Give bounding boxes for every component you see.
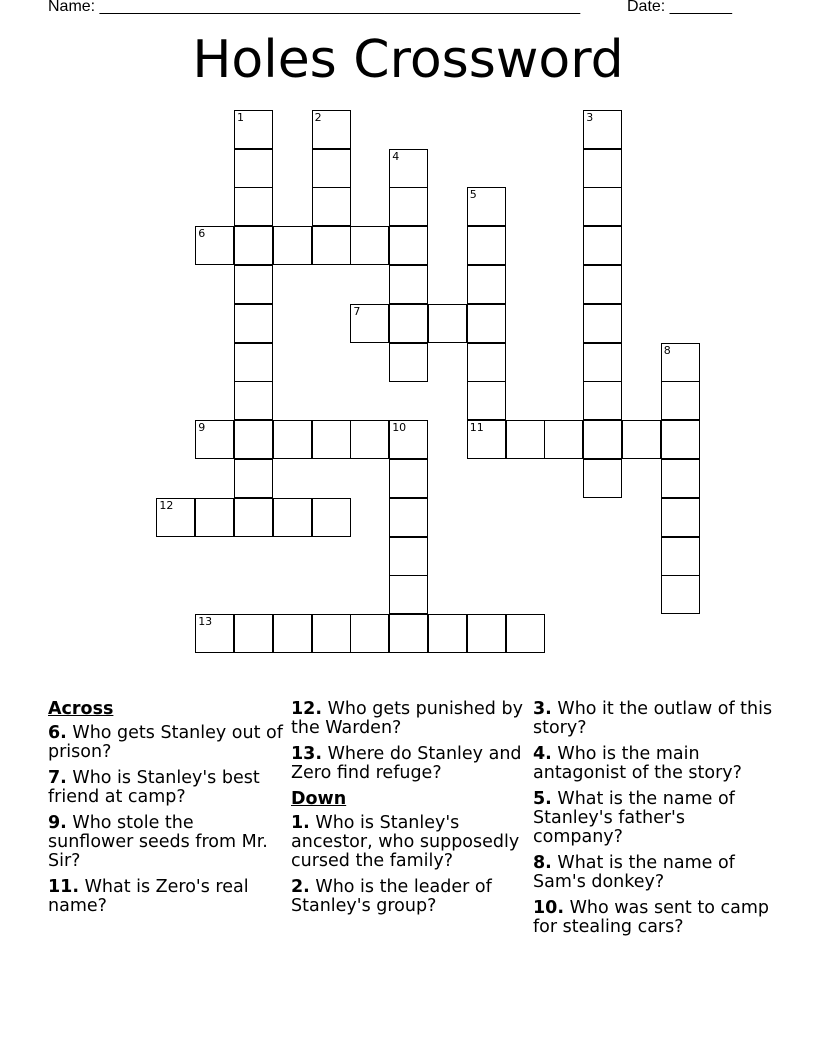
crossword-cell[interactable] xyxy=(234,149,273,188)
crossword-cell[interactable] xyxy=(156,498,195,537)
crossword-cell[interactable] xyxy=(661,459,700,498)
crossword-cell[interactable] xyxy=(273,614,312,653)
crossword-cell[interactable] xyxy=(583,265,622,304)
crossword-cell[interactable] xyxy=(312,614,351,653)
clue-text: Who is Stanley's ancestor, who supposedly cursed the family? xyxy=(291,813,520,871)
crossword-cell[interactable] xyxy=(195,614,234,653)
clue-number: 9. xyxy=(48,813,67,833)
crossword-cell[interactable] xyxy=(234,110,273,149)
clue-down-10 xyxy=(533,899,773,937)
crossword-cell[interactable] xyxy=(428,304,467,343)
clues-column-3 xyxy=(533,700,773,944)
clue-text: Where do Stanley and Zero find refuge? xyxy=(291,744,522,783)
crossword-cell[interactable] xyxy=(544,420,583,459)
crossword-cell[interactable] xyxy=(389,459,428,498)
crossword-cell[interactable] xyxy=(389,575,428,614)
clue-text: Who gets Stanley out of prison? xyxy=(48,723,283,762)
crossword-cell[interactable] xyxy=(312,498,351,537)
crossword-cell[interactable] xyxy=(583,110,622,149)
crossword-cell[interactable] xyxy=(661,420,700,459)
crossword-cell[interactable] xyxy=(195,420,234,459)
crossword-cell[interactable] xyxy=(467,381,506,420)
crossword-cell[interactable] xyxy=(195,226,234,265)
clue-across-9 xyxy=(48,814,283,871)
clue-number: 12. xyxy=(291,699,323,719)
clue-number: 3. xyxy=(533,699,552,719)
date-field[interactable]: Date: _______ xyxy=(627,0,732,15)
crossword-cell[interactable] xyxy=(583,149,622,188)
cell-number: 5 xyxy=(469,188,477,202)
crossword-cell[interactable] xyxy=(234,420,273,459)
clue-number: 11. xyxy=(48,877,80,897)
crossword-cell[interactable] xyxy=(234,498,273,537)
clue-across-13 xyxy=(291,745,526,783)
cell-number: 7 xyxy=(353,304,361,318)
crossword-cell[interactable] xyxy=(661,498,700,537)
crossword-cell[interactable] xyxy=(234,459,273,498)
clue-text: Who was sent to camp for stealing cars? xyxy=(533,898,769,937)
clue-down-1 xyxy=(291,814,526,871)
crossword-cell[interactable] xyxy=(467,265,506,304)
crossword-cell[interactable] xyxy=(195,498,234,537)
clue-text: Who stole the sunflower seeds from Mr. Sir? xyxy=(48,813,268,871)
crossword-cell[interactable] xyxy=(467,304,506,343)
crossword-cell[interactable] xyxy=(312,420,351,459)
crossword-cell[interactable] xyxy=(350,304,389,343)
crossword-cell[interactable] xyxy=(389,614,428,653)
clue-down-3 xyxy=(533,700,773,738)
clue-down-4 xyxy=(533,745,773,783)
crossword-cell[interactable] xyxy=(234,614,273,653)
crossword-cell[interactable] xyxy=(506,420,545,459)
cell-number: 3 xyxy=(586,110,594,124)
clue-text: Who is the main antagonist of the story? xyxy=(533,744,742,783)
crossword-cell[interactable] xyxy=(234,187,273,226)
clue-text: Who is the leader of Stanley's group? xyxy=(291,877,492,916)
clue-across-7 xyxy=(48,769,283,807)
crossword-cell[interactable] xyxy=(583,420,622,459)
cell-number: 12 xyxy=(159,498,174,512)
crossword-cell[interactable] xyxy=(312,226,351,265)
clue-number: 1. xyxy=(291,813,310,833)
crossword-cell[interactable] xyxy=(389,420,428,459)
crossword-cell[interactable] xyxy=(583,381,622,420)
crossword-cell[interactable] xyxy=(583,343,622,382)
crossword-cell[interactable] xyxy=(350,614,389,653)
crossword-cell[interactable] xyxy=(467,226,506,265)
crossword-cell[interactable] xyxy=(583,459,622,498)
clue-across-12 xyxy=(291,700,526,738)
clue-number: 7. xyxy=(48,768,67,788)
clues-column-1 xyxy=(48,700,283,923)
cell-number: 13 xyxy=(198,615,213,629)
clue-number: 10. xyxy=(533,898,565,918)
clue-number: 13. xyxy=(291,744,323,764)
clue-text: What is the name of Stanley's father's company? xyxy=(533,789,735,847)
crossword-cell[interactable] xyxy=(273,498,312,537)
crossword-cell[interactable] xyxy=(389,537,428,576)
crossword-cell[interactable] xyxy=(428,614,467,653)
crossword-cell[interactable] xyxy=(583,304,622,343)
crossword-cell[interactable] xyxy=(350,226,389,265)
across-heading: Across xyxy=(48,699,114,719)
clue-down-8 xyxy=(533,854,773,892)
crossword-cell[interactable] xyxy=(661,381,700,420)
crossword-cell[interactable] xyxy=(389,149,428,188)
clue-text: Who it the outlaw of this story? xyxy=(533,699,773,738)
crossword-cell[interactable] xyxy=(622,420,661,459)
clue-down-2 xyxy=(291,878,526,916)
crossword-cell[interactable] xyxy=(467,343,506,382)
crossword-cell[interactable] xyxy=(273,420,312,459)
down-heading: Down xyxy=(291,789,347,809)
clue-text: What is the name of Sam's donkey? xyxy=(533,853,735,892)
crossword-cell[interactable] xyxy=(583,187,622,226)
cell-number: 11 xyxy=(469,421,484,435)
crossword-cell[interactable] xyxy=(661,343,700,382)
clue-number: 6. xyxy=(48,723,67,743)
clue-text: Who gets punished by the Warden? xyxy=(291,699,523,738)
clue-across-11 xyxy=(48,878,283,916)
clue-text: Who is Stanley's best friend at camp? xyxy=(48,768,260,807)
page-title: Holes Crossword xyxy=(192,30,624,90)
clue-down-5 xyxy=(533,790,773,847)
crossword-cell[interactable] xyxy=(467,187,506,226)
crossword-cell[interactable] xyxy=(234,343,273,382)
crossword-cell[interactable] xyxy=(234,381,273,420)
crossword-cell[interactable] xyxy=(467,614,506,653)
crossword-cell[interactable] xyxy=(234,265,273,304)
clue-number: 5. xyxy=(533,789,552,809)
crossword-cell[interactable] xyxy=(389,265,428,304)
crossword-cell[interactable] xyxy=(506,614,545,653)
clue-across-6 xyxy=(48,724,283,762)
crossword-cell[interactable] xyxy=(389,187,428,226)
crossword-cell[interactable] xyxy=(312,110,351,149)
crossword-cell[interactable] xyxy=(234,226,273,265)
crossword-cell[interactable] xyxy=(312,149,351,188)
crossword-cell[interactable] xyxy=(583,226,622,265)
crossword-cell[interactable] xyxy=(389,304,428,343)
name-field[interactable]: Name: ______________________________________________________ xyxy=(48,0,581,15)
crossword-cell[interactable] xyxy=(350,420,389,459)
crossword-cell[interactable] xyxy=(661,575,700,614)
crossword-cell[interactable] xyxy=(467,420,506,459)
cell-number: 10 xyxy=(392,421,407,435)
crossword-cell[interactable] xyxy=(389,343,428,382)
cell-number: 9 xyxy=(198,421,206,435)
cell-number: 4 xyxy=(392,149,400,163)
crossword-cell[interactable] xyxy=(234,304,273,343)
clue-number: 2. xyxy=(291,877,310,897)
clue-number: 4. xyxy=(533,744,552,764)
crossword-cell[interactable] xyxy=(661,537,700,576)
clue-number: 8. xyxy=(533,853,552,873)
clues-column-2 xyxy=(291,700,526,923)
cell-number: 2 xyxy=(314,110,322,124)
clue-text: What is Zero's real name? xyxy=(48,877,249,916)
cell-number: 1 xyxy=(237,110,244,124)
crossword-cell[interactable] xyxy=(273,226,312,265)
crossword-cell[interactable] xyxy=(389,226,428,265)
crossword-cell[interactable] xyxy=(389,498,428,537)
crossword-cell[interactable] xyxy=(312,187,351,226)
cell-number: 8 xyxy=(663,343,671,357)
cell-number: 6 xyxy=(198,227,206,241)
